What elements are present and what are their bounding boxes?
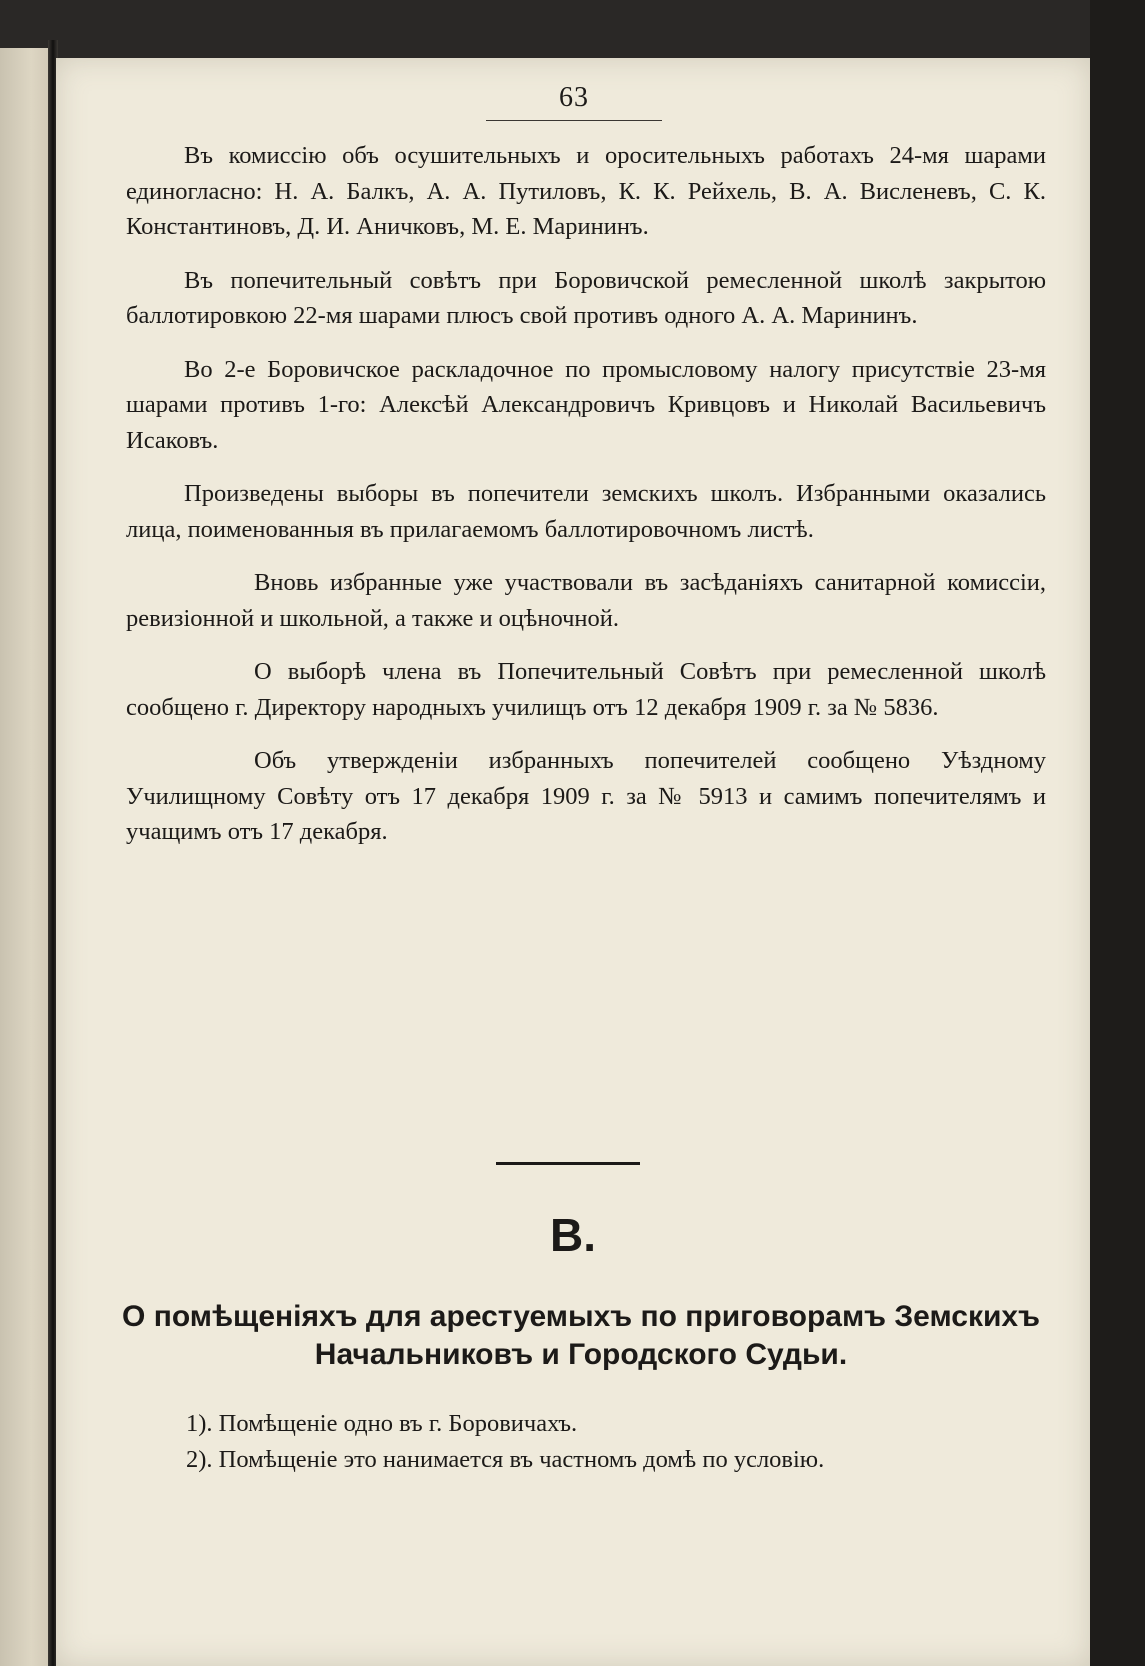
- section-separator: [496, 1162, 640, 1165]
- document-page: [56, 58, 1090, 1666]
- paragraph: О выборѣ члена въ Попечительный Совѣтъ при ремесленной школѣ сообщено г. Директору народныхъ училищъ отъ 12 декабря 1909 г. за № 5836.: [126, 658, 1046, 721]
- background-edge: [1090, 0, 1145, 1666]
- paragraph: Въ комиссію объ осушительныхъ и оросительныхъ работахъ 24-мя шарами единогласно: Н. А. Балкъ, А. А. Путиловъ, К. К. Рейхель, В. А. Висленевъ, С. К. Константиновъ, Д. И. Аничковъ, М. Е. Марининъ.: [126, 142, 1046, 240]
- section-heading: О помѣщеніяхъ для арестуемыхъ по приговорамъ Земскихъ Начальниковъ и Городского Судьи.: [122, 1300, 1040, 1371]
- left-page-edge: [0, 48, 52, 1666]
- item-list: [186, 1406, 1056, 1478]
- paragraph: Объ утвержденіи избранныхъ попечителей сообщено Уѣздному Училищному Совѣту отъ 17 декабря 1909 г. за № 5913 и самимъ попечителямъ и учащимъ отъ 17 декабря.: [126, 747, 1046, 845]
- list-item: 1). Помѣщеніе одно въ г. Боровичахъ.: [186, 1410, 578, 1437]
- body-text: [126, 138, 1046, 868]
- page-number: 63: [559, 82, 589, 113]
- page-number-rule: [486, 120, 662, 121]
- list-item: 2). Помѣщеніе это нанимается въ частномъ домѣ по условію.: [186, 1446, 825, 1473]
- paragraph: Въ попечительный совѣтъ при Боровичской ремесленной школѣ закрытою баллотировкою 22-мя шарами плюсъ свой противъ одного А. А. Марининъ.: [126, 266, 1046, 329]
- section-letter: В.: [550, 1209, 596, 1261]
- paragraph: Вновь избранные уже участвовали въ засѣданіяхъ санитарной комиссіи, ревизіонной и школьной, а также и оцѣночной.: [126, 569, 1046, 632]
- paragraph: Во 2-е Боровичское раскладочное по промысловому налогу присутствіе 23-мя шарами противъ 1-го: Алексѣй Александровичъ Кривцовъ и Николай Васильевичъ Исаковъ.: [126, 355, 1046, 454]
- paragraph: Произведены выборы въ попечители земскихъ школъ. Избранными оказались лица, поименованныя въ прилагаемомъ баллотировочномъ листѣ.: [126, 480, 1046, 543]
